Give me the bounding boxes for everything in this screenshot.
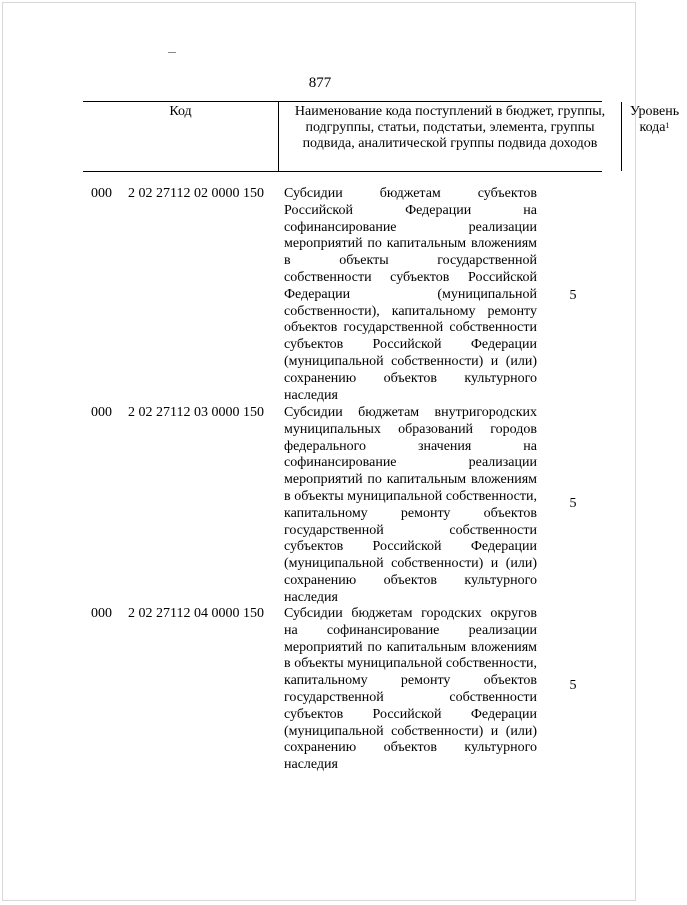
row-name: Субсидии бюджетам внутригородских муниципальных образований городов федерального значения на софинансирование реализации мероприятий по капитальным вложениям в объекты муниципальной собственности, капитальному ремонту объектов государственной собственности субъектов Российской Федерации (муниципальной собственности) и (или) сохранению объектов культурного наследия bbox=[284, 405, 537, 605]
row-name: Субсидии бюджетам городских округов на софинансирование реализации мероприятий по капитальным вложениям в объекты муниципальной собственности, капитальному ремонту объектов государственной собственности субъектов Российской Федерации (муниципальной собственности) и (или) сохранению объектов культурного наследия bbox=[284, 606, 537, 773]
scan-mark bbox=[168, 52, 176, 53]
row-level: 5 bbox=[569, 678, 577, 693]
row-prefix: 000 bbox=[91, 606, 112, 621]
header-level bbox=[622, 102, 687, 171]
header-code: Код bbox=[169, 104, 192, 119]
header-name: Наименование кода поступлений в бюджет, группы, подгруппы, статьи, подстатьи, элемента, группы подвида, аналитической группы подвида доходов bbox=[278, 102, 622, 171]
header-level-footnote: 1 bbox=[665, 121, 670, 130]
row-code: 2 02 27112 03 0000 150 bbox=[128, 405, 264, 420]
row-level: 5 bbox=[569, 288, 577, 303]
row-level: 5 bbox=[569, 496, 577, 511]
row-name: Субсидии бюджетам субъектов Российской Федерации на софинансирование реализации мероприятий по капитальным вложениям в объекты государственной собственности субъектов Российской Федерации (муниципальной собственности), капитальному ремонту объектов государственной собственности субъектов Российской Федерации (муниципальной собственности) и (или) сохранению объектов культурного наследия bbox=[284, 186, 537, 403]
row-code: 2 02 27112 04 0000 150 bbox=[128, 606, 264, 621]
row-prefix: 000 bbox=[91, 405, 112, 420]
row-code: 2 02 27112 02 0000 150 bbox=[128, 186, 264, 201]
row-prefix: 000 bbox=[91, 186, 112, 201]
header-level-label: Уровень кода bbox=[629, 104, 680, 135]
table-header bbox=[83, 101, 680, 172]
page-number: 877 bbox=[308, 75, 332, 91]
